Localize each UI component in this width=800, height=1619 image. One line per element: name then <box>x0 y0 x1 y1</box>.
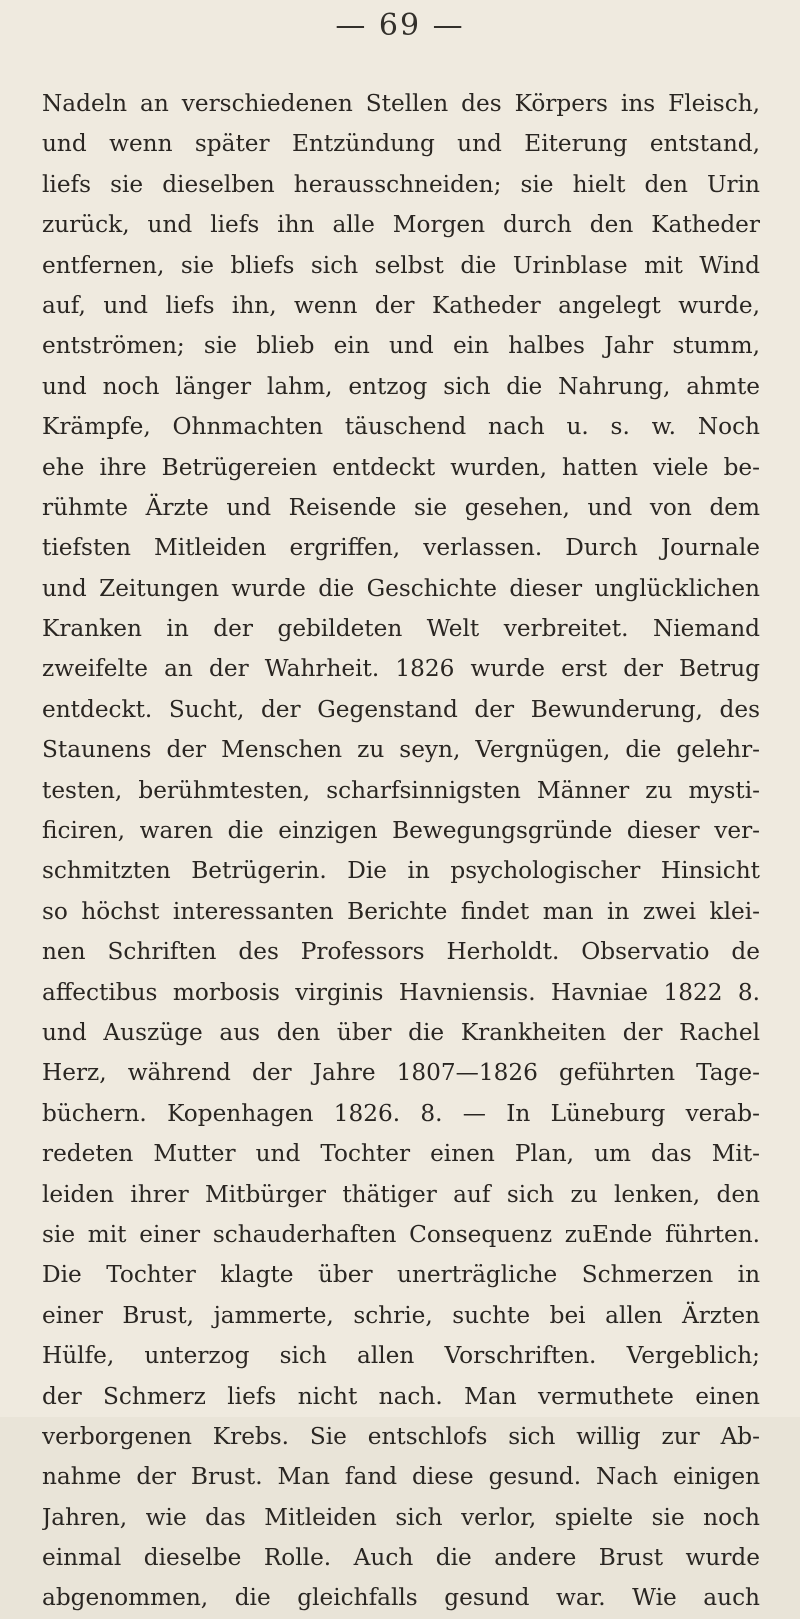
text-line: nen Schriften des Professors Herholdt. Observatio de <box>42 938 760 966</box>
text-line: ehe ihre Betrügereien entdeckt wurden, hatten viele be- <box>42 453 760 481</box>
text-line: so höchst interessanten Berichte findet man in zwei klei- <box>42 897 760 925</box>
text-line: büchern. Kopenhagen 1826. 8. — In Lüneburg verab- <box>42 1099 760 1127</box>
text-line: entfernen, sie bliefs sich selbst die Urinblase mit Wind <box>42 251 760 279</box>
text-line: zweifelte an der Wahrheit. 1826 wurde erst der Betrug <box>42 655 760 683</box>
text-line: Herz, während der Jahre 1807—1826 geführten Tage- <box>42 1059 760 1087</box>
text-line: nahme der Brust. Man fand diese gesund. Nach einigen <box>42 1463 760 1491</box>
text-line: zurück, und liefs ihn alle Morgen durch den Katheder <box>42 211 760 239</box>
text-line: einer Brust, jammerte, schrie, suchte bei allen Ärzten <box>42 1301 760 1329</box>
text-line: und Auszüge aus den über die Krankheiten der Rachel <box>42 1018 760 1046</box>
text-line: ficiren, waren die einzigen Bewegungsgründe dieser ver- <box>42 817 760 845</box>
page-number-header: — 69 — <box>335 8 465 43</box>
text-line: rühmte Ärzte und Reisende sie gesehen, und von dem <box>42 493 760 521</box>
body-text <box>42 84 760 1619</box>
text-line: der Schmerz liefs nicht nach. Man vermuthete einen <box>42 1382 760 1410</box>
text-line: tiefsten Mitleiden ergriffen, verlassen. Durch Journale <box>42 534 760 562</box>
text-line: affectibus morbosis virginis Havniensis. Havniae 1822 8. <box>42 978 760 1006</box>
text-line: Krämpfe, Ohnmachten täuschend nach u. s. w. Noch <box>42 413 760 441</box>
text-line: entströmen; sie blieb ein und ein halbes Jahr stumm, <box>42 332 760 360</box>
text-line: schmitzten Betrügerin. Die in psychologischer Hinsicht <box>42 857 760 885</box>
text-line: und Zeitungen wurde die Geschichte dieser unglücklichen <box>42 574 760 602</box>
text-line: einmal dieselbe Rolle. Auch die andere Brust wurde <box>42 1544 760 1572</box>
text-line: Die Tochter klagte über unerträgliche Schmerzen in <box>42 1261 760 1289</box>
text-line: abgenommen, die gleichfalls gesund war. Wie auch <box>42 1584 760 1612</box>
text-line: Staunens der Menschen zu seyn, Vergnügen, die gelehr- <box>42 736 760 764</box>
text-line: und wenn später Entzündung und Eiterung entstand, <box>42 130 760 158</box>
text-line: testen, berühmtesten, scharfsinnigsten Männer zu mysti- <box>42 776 760 804</box>
text-line: Kranken in der gebildeten Welt verbreitet. Niemand <box>42 615 760 643</box>
text-line: Nadeln an verschiedenen Stellen des Körpers ins Fleisch, <box>42 90 760 117</box>
text-line: auf, und liefs ihn, wenn der Katheder angelegt wurde, <box>42 291 760 319</box>
text-line: redeten Mutter und Tochter einen Plan, um das Mit- <box>42 1140 760 1168</box>
text-line: Jahren, wie das Mitleiden sich verlor, spielte sie noch <box>42 1503 760 1531</box>
text-line: leiden ihrer Mitbürger thätiger auf sich zu lenken, den <box>42 1180 760 1208</box>
text-line: sie mit einer schauderhaften Consequenz zuEnde führten. <box>42 1220 760 1248</box>
text-line: liefs sie dieselben herausschneiden; sie hielt den Urin <box>42 170 760 198</box>
text-line: entdeckt. Sucht, der Gegenstand der Bewunderung, des <box>42 695 760 723</box>
text-line: verborgenen Krebs. Sie entschlofs sich willig zur Ab- <box>42 1422 760 1450</box>
text-line: Hülfe, unterzog sich allen Vorschriften. Vergeblich; <box>42 1342 760 1370</box>
text-line: und noch länger lahm, entzog sich die Nahrung, ahmte <box>42 372 760 400</box>
